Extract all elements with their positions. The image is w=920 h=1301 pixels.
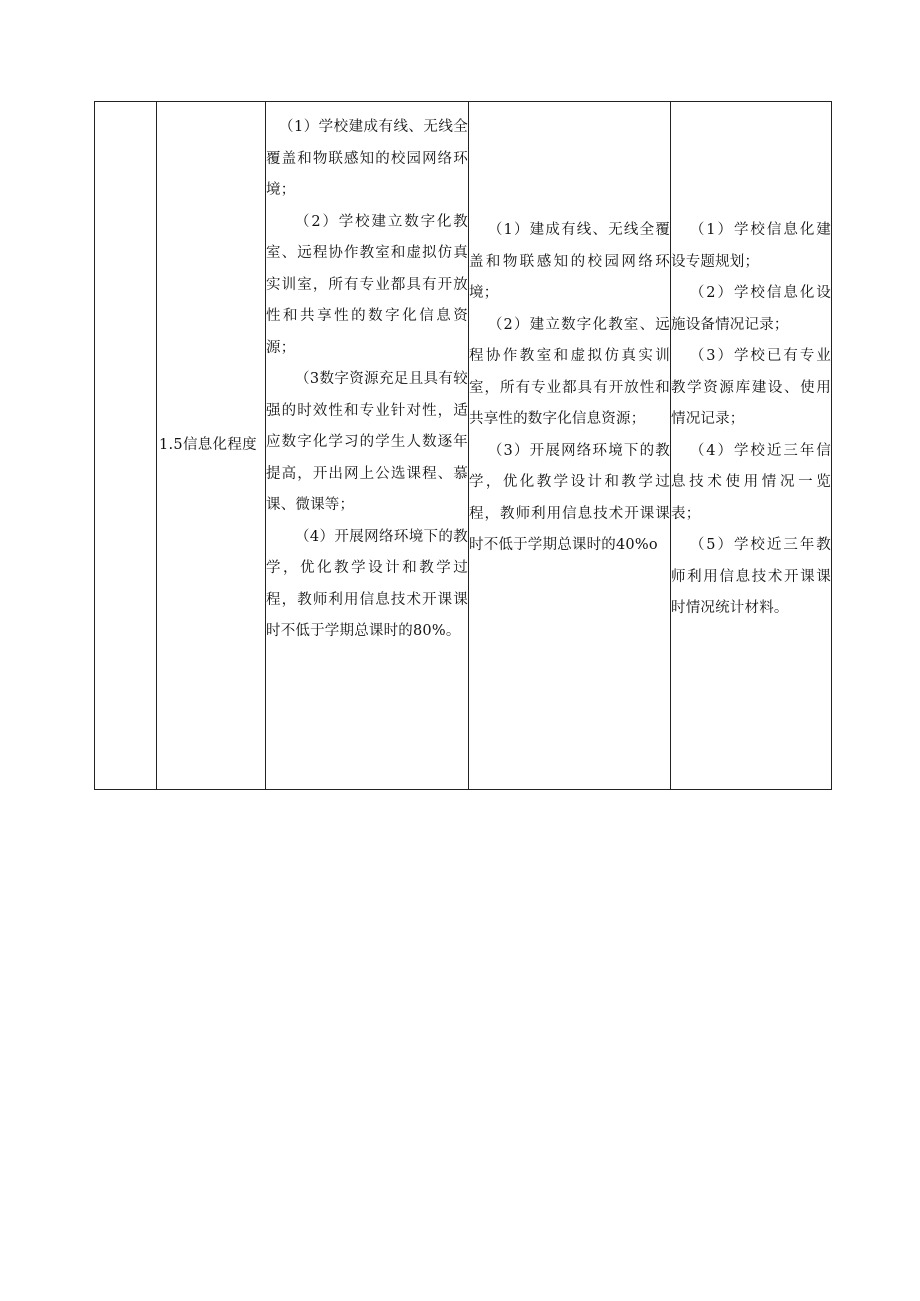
standards-cell: [266, 102, 469, 790]
item-label: 1.5信息化程度: [159, 436, 257, 453]
criteria-table: [94, 101, 832, 790]
standard-paragraph: （1）学校建成有线、无线全覆盖和物联感知的校园网络环境；: [266, 119, 468, 198]
material-paragraph: （2）学校信息化设施设备情况记录；: [671, 285, 831, 333]
standard-paragraph: （2）学校建立数字化教室、远程协作教室和虚拟仿真实训室，所有专业都具有开放性和共享性的数字化信息资源；: [266, 213, 468, 356]
material-paragraph: （5）学校近三年教师利用信息技术开课课时情况统计材料。: [671, 537, 831, 616]
standard-paragraph: （4）开展网络环境下的教学，优化教学设计和教学过程，教师利用信息技术开课课时不低于学期总课时的80%。: [266, 528, 468, 639]
item-cell: [157, 102, 266, 790]
index-cell: [95, 102, 157, 790]
material-paragraph: （1）学校信息化建设专题规划；: [671, 222, 831, 270]
evaluation-paragraph: （1）建成有线、无线全覆盖和物联感知的校园网络环境；: [469, 222, 670, 301]
material-paragraph: （4）学校近三年信息技术使用情况一览表；: [671, 442, 831, 522]
evaluation-paragraph: （2）建立数字化教室、远程协作教室和虚拟仿真实训室，所有专业都具有开放性和共享性的数字化信息资源；: [469, 316, 670, 427]
standard-paragraph: （3数字资源充足且具有较强的时效性和专业针对性，适应数字化学习的学生人数逐年提高，开出网上公选课程、慕课、微课等；: [266, 371, 468, 513]
table-row: [95, 102, 832, 790]
materials-cell: [671, 102, 832, 790]
evaluation-paragraph: （3）开展网络环境下的教学，优化教学设计和教学过程，教师利用信息技术开课课时不低于学期总课时的40%o: [469, 442, 670, 553]
evaluation-cell: [469, 102, 671, 790]
material-paragraph: （3）学校已有专业教学资源库建设、使用情况记录；: [671, 348, 831, 427]
